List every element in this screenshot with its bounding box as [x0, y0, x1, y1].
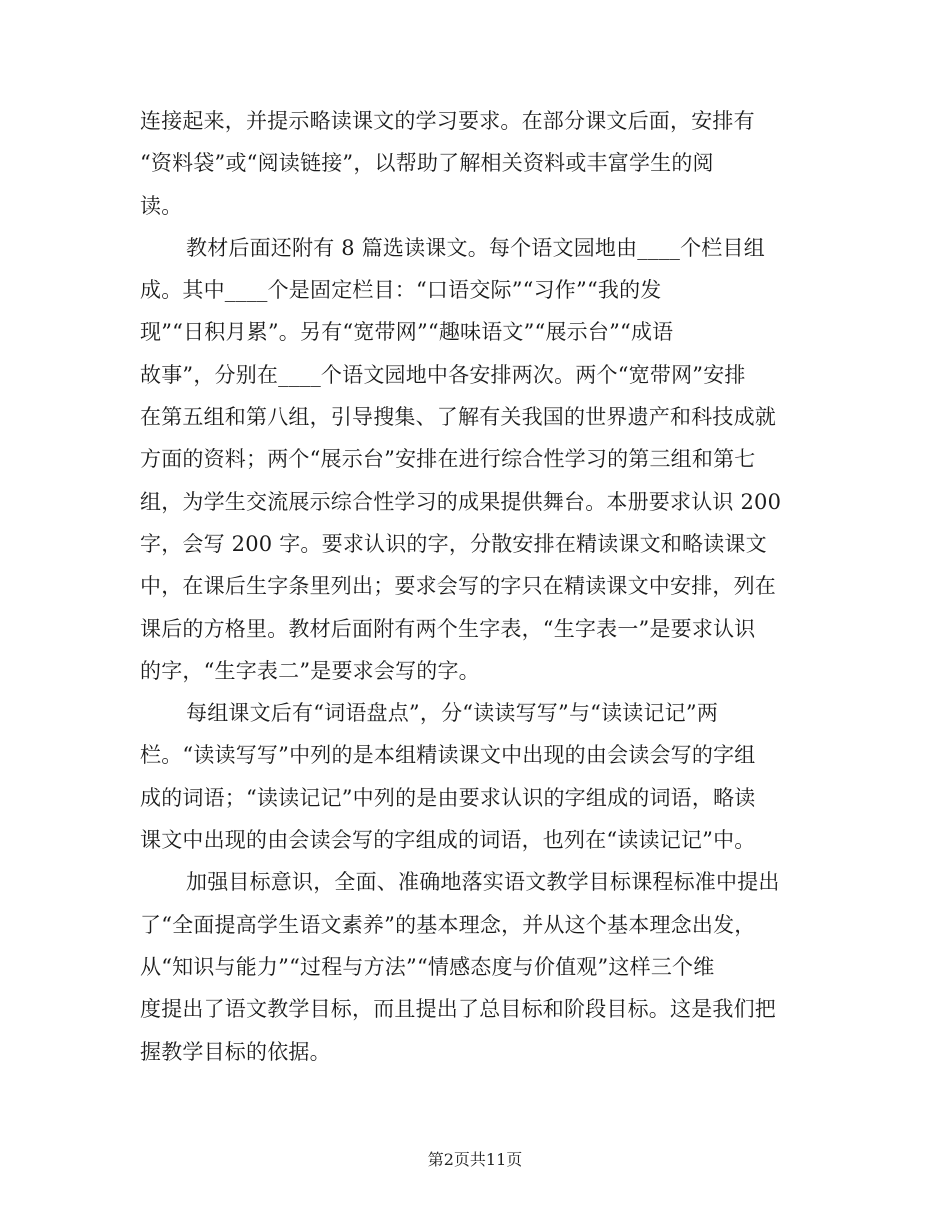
text-line: 连接起来，并提示略读课文的学习要求。在部分课文后面，安排有 [140, 109, 755, 133]
text-line: 栏。“读读写写”中列的是本组精读课文中出现的由会读会写的字组 [140, 743, 756, 768]
text-line: 每组课文后有“词语盘点”，分“读读写写”与“读读记记”两 [186, 701, 719, 726]
text-line: 方面的资料；两个“展示台”安排在进行综合性学习的第三组和第七 [140, 447, 756, 472]
text-line: 握教学目标的依据。 [140, 1039, 331, 1064]
text-line: 现”“日积月累”。另有“宽带网”“趣味语文”“展示台”“成语 [140, 320, 674, 345]
paragraph [140, 100, 800, 227]
text-line: 的字，“生字表二”是要求会写的字。 [140, 658, 480, 683]
text-line: “资料袋”或“阅读链接”，以帮助了解相关资料或丰富学生的阅 [140, 151, 714, 176]
text-line: 成的词语；“读读记记”中列的是由要求认识的字组成的词语，略读 [140, 785, 756, 810]
text-line: 成。其中____个是固定栏目：“口语交际”“习作”“我的发 [140, 278, 662, 303]
page-number-footer: 第2页共11页 [427, 1150, 523, 1169]
text-line: 了“全面提高学生语文素养”的基本理念，并从这个基本理念出发， [140, 912, 756, 937]
text-line: 度提出了语文教学目标，而且提出了总目标和阶段目标。这是我们把 [140, 997, 776, 1022]
text-line: 组，为学生交流展示综合性学习的成果提供舞台。本册要求认识 200 [140, 489, 782, 514]
text-line: 从“知识与能力”“过程与方法”“情感态度与价值观”这样三个维 [140, 954, 715, 979]
paragraph [140, 861, 800, 1072]
document-body [140, 100, 800, 1073]
text-line: 字，会写 200 字。要求认识的字，分散安排在精读课文和略读课文 [140, 531, 767, 556]
text-line: 在第五组和第八组，引导搜集、了解有关我国的世界遗产和科技成就 [140, 405, 776, 430]
text-line: 加强目标意识，全面、准确地落实语文教学目标课程标准中提出 [186, 870, 780, 895]
paragraph [140, 227, 800, 692]
text-line: 故事”，分别在____个语文园地中各安排两次。两个“宽带网”安排 [140, 362, 746, 387]
text-line: 教材后面还附有 8 篇选读课文。每个语文园地由____个栏目组 [186, 235, 765, 260]
text-line: 读。 [140, 193, 183, 218]
paragraph [140, 692, 800, 861]
text-line: 中，在课后生字条里列出；要求会写的字只在精读课文中安排，列在 [140, 574, 776, 599]
text-line: 课后的方格里。教材后面附有两个生字表，“生字表一”是要求认识 [140, 616, 756, 641]
text-line: 课文中出现的由会读会写的字组成的词语，也列在“读读记记”中。 [140, 828, 756, 853]
